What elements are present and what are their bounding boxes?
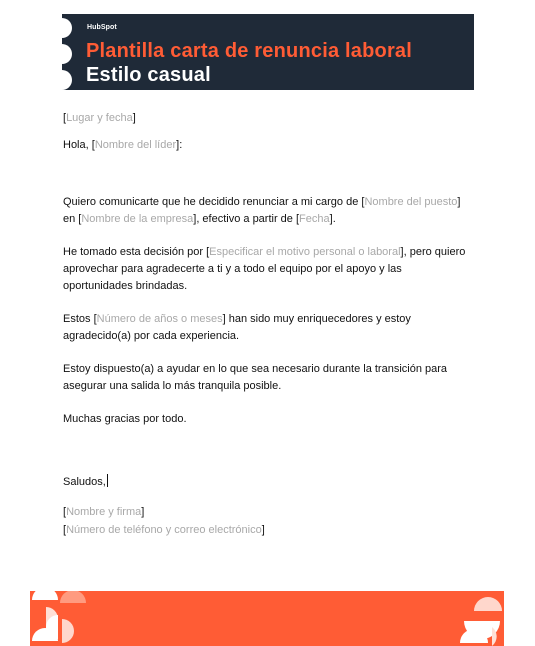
document-title: Plantilla carta de renuncia laboral bbox=[86, 40, 413, 62]
footer-left-decoration-icon bbox=[30, 591, 90, 646]
position-placeholder: Nombre del puesto bbox=[364, 196, 458, 208]
paragraph-experience: Estos [Número de años o meses] han sido muy enriquecedores y estoy agradecido(a) por cada experiencia. bbox=[63, 313, 411, 342]
footer-right-decoration-icon bbox=[452, 591, 504, 646]
signature-contact-placeholder: Número de teléfono y correo electrónico bbox=[66, 524, 262, 536]
document-header bbox=[62, 14, 474, 90]
paragraph-resignation: Quiero comunicarte que he decidido renunciar a mi cargo de [Nombre del puesto] en [Nombre de la empresa], efectivo a partir de [Fecha]. bbox=[63, 196, 461, 225]
location-date-placeholder: Lugar y fecha bbox=[66, 112, 133, 124]
header-decoration-icon bbox=[62, 14, 76, 90]
date-placeholder: Fecha bbox=[299, 213, 330, 225]
paragraph-transition: Estoy dispuesto(a) a ayudar en lo que sea necesario durante la transición para asegurar una salida lo más tranquila posible. bbox=[63, 363, 448, 392]
text-cursor bbox=[107, 474, 108, 487]
years-placeholder: Número de años o meses bbox=[96, 313, 223, 325]
location-date-line: [Lugar y fecha] bbox=[63, 112, 136, 124]
closing-line: Saludos, bbox=[63, 476, 106, 488]
reason-placeholder: Especificar el motivo personal o laboral bbox=[209, 246, 401, 258]
signature-contact-line: [Número de teléfono y correo electrónico] bbox=[63, 524, 265, 536]
hubspot-logo: HubSpot bbox=[87, 24, 117, 31]
paragraph-thanks: Muchas gracias por todo. bbox=[63, 413, 187, 425]
signature-name-placeholder: Nombre y firma bbox=[66, 506, 142, 518]
leader-name-placeholder: Nombre del líder bbox=[94, 139, 177, 151]
greeting-line: Hola, [Nombre del líder]: bbox=[63, 139, 183, 151]
company-placeholder: Nombre de la empresa bbox=[81, 213, 194, 225]
paragraph-reason: He tomado esta decisión por [Especificar el motivo personal o laboral], pero quiero aprovechar para agradecerte a ti y a todo el equipo por el apoyo y las oportunidades brindadas. bbox=[63, 246, 466, 292]
signature-name-line: [Nombre y firma] bbox=[63, 506, 145, 518]
document-footer bbox=[30, 591, 504, 646]
document-subtitle: Estilo casual bbox=[86, 64, 211, 86]
